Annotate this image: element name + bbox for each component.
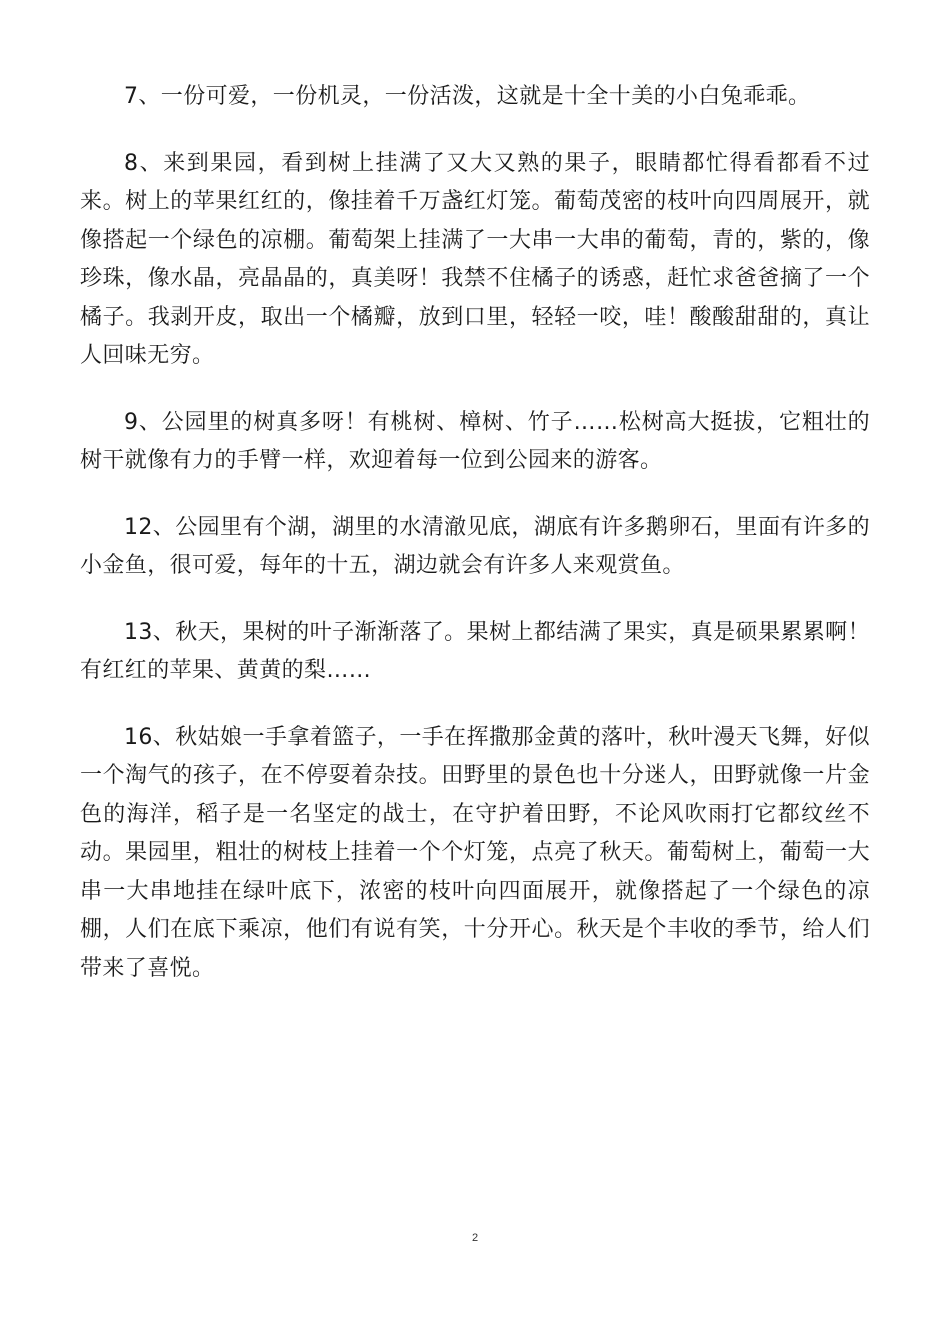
paragraph-16: 16、秋姑娘一手拿着篮子，一手在挥撒那金黄的落叶，秋叶漫天飞舞，好似一个淘气的孩子，在不停耍着杂技。田野里的景色也十分迷人，田野就像一片金色的海洋，稻子是一名坚定的战士，在守护着田野，不论风吹雨打它都纹丝不动。果园里，粗壮的树枝上挂着一个个灯笼，点亮了秋天。葡萄树上，葡萄一大串一大串地挂在绿叶底下，浓密的枝叶向四面展开，就像搭起了一个绿色的凉棚，人们在底下乘凉，他们有说有笑，十分开心。秋天是个丰收的季节，给人们带来了喜悦。 — [80, 724, 870, 981]
page-number: 2 — [471, 1232, 479, 1244]
document-body — [80, 78, 870, 1016]
paragraph-12: 12、公园里有个湖，湖里的水清澈见底，湖底有许多鹅卵石，里面有许多的小金鱼，很可爱，每年的十五，湖边就会有许多人来观赏鱼。 — [80, 514, 870, 578]
paragraph-13: 13、秋天，果树的叶子渐渐落了。果树上都结满了果实，真是硕果累累啊！有红红的苹果、黄黄的梨…… — [80, 619, 870, 683]
paragraph-7: 7、一份可爱，一份机灵，一份活泼，这就是十全十美的小白兔乖乖。 — [124, 84, 811, 109]
paragraph-9: 9、公园里的树真多呀！有桃树、樟树、竹子……松树高大挺拔，它粗壮的树干就像有力的手臂一样，欢迎着每一位到公园来的游客。 — [80, 409, 870, 473]
paragraph-8: 8、来到果园，看到树上挂满了又大又熟的果子，眼睛都忙得看都看不过来。树上的苹果红红的，像挂着千万盏红灯笼。葡萄茂密的枝叶向四周展开，就像搭起一个绿色的凉棚。葡萄架上挂满了一大串一大串的葡萄，青的，紫的，像珍珠，像水晶，亮晶晶的，真美呀！我禁不住橘子的诱惑，赶忙求爸爸摘了一个橘子。我剥开皮，取出一个橘瓣，放到口里，轻轻一咬，哇！酸酸甜甜的，真让人回味无穷。 — [80, 150, 870, 368]
